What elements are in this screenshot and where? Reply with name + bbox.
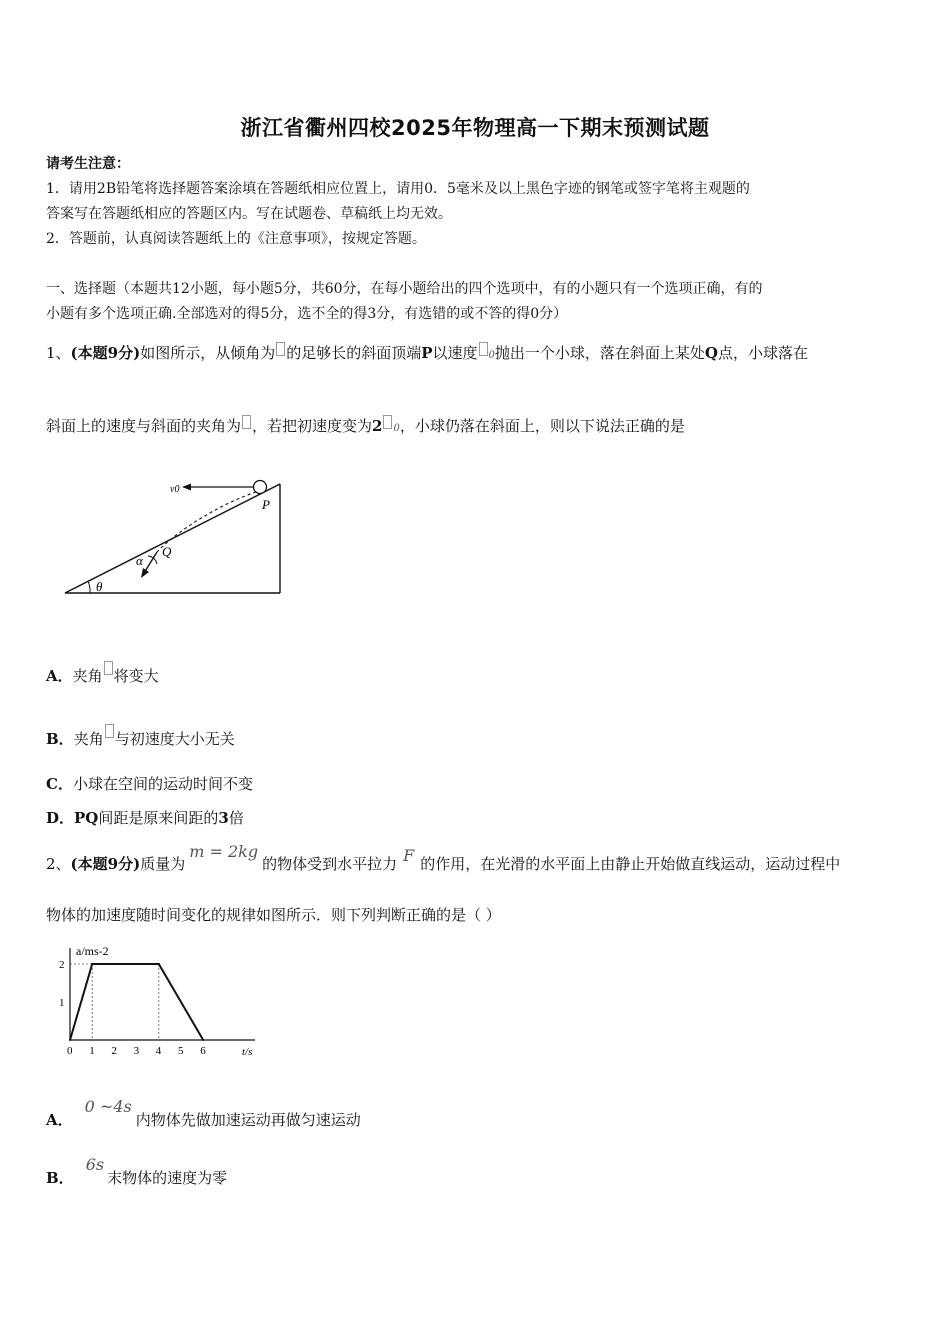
question-number: 1、 [46, 344, 71, 362]
theta-arc [88, 581, 90, 593]
data-point [91, 963, 93, 965]
option-text: 末物体的速度为零 [107, 1169, 228, 1187]
option-label: D． [46, 809, 75, 827]
x-tick-label: 6 [200, 1045, 206, 1057]
x-tick-label: 4 [155, 1045, 162, 1057]
section-heading-line-1: 一、选择题（本题共12小题，每小题5分，共60分，在每小题给出的四个选项中，有的小题只有一个选项正确，有的 [46, 281, 763, 297]
option-text: PQ [74, 809, 99, 827]
option-c[interactable] [46, 773, 253, 794]
x-tick-label: 1 [89, 1045, 95, 1057]
question-text: 2 [372, 417, 383, 435]
option-label: A． [46, 667, 73, 685]
option-label: B． [46, 1169, 74, 1187]
missing-glyph-icon [105, 724, 114, 738]
landing-velocity [144, 552, 157, 573]
option-text: 将变大 [113, 667, 159, 685]
question-text: 以速度 [432, 344, 478, 362]
incline-slope [65, 484, 280, 593]
mass-formula: m = 2kg [189, 842, 259, 861]
x-tick-label: 5 [178, 1045, 184, 1057]
page-title: 浙江省衢州四校2025年物理高一下期末预测试题 [240, 116, 710, 140]
option-label: A． [46, 1111, 73, 1129]
question-2-line-2: 物体的加速度随时间变化的规律如图所示．则下列判断正确的是（ ） [46, 906, 501, 924]
v0-label: v0 [170, 484, 180, 495]
v0-subscript: 0 [488, 350, 495, 361]
x-tick-label: 3 [133, 1045, 140, 1057]
option-text: 小球在空间的运动时间不变 [72, 775, 253, 793]
force-symbol: F [403, 846, 415, 865]
option-a[interactable] [46, 1097, 361, 1130]
question-1-line-1 [46, 342, 808, 363]
time-formula: 6s [85, 1155, 105, 1174]
notice-line-2: 2．答题前，认真阅读答题纸上的《注意事项》，按规定答题。 [46, 231, 426, 247]
theta-label: θ [96, 579, 103, 594]
acceleration-time-chart [50, 938, 270, 1063]
question-text: 斜面上的速度与斜面的夹角为 [46, 417, 242, 435]
option-text: 倍 [228, 809, 244, 827]
p-label: P [262, 497, 270, 512]
time-range-formula: 0 ~4s [84, 1097, 132, 1116]
question-score: (本题9分) [70, 344, 141, 362]
missing-glyph-icon [276, 342, 285, 356]
y-axis-label: a/ms-2 [76, 944, 109, 958]
question-text: 抛出一个小球，落在斜面上某处 [494, 344, 705, 362]
incline-figure [60, 470, 290, 600]
option-text: 夹角 [72, 667, 103, 685]
question-1-line-2 [46, 415, 685, 436]
q-label: Q [162, 544, 172, 559]
series-line [70, 964, 203, 1040]
option-text: 夹角 [73, 730, 104, 748]
ball [254, 481, 267, 494]
alpha-label: α [136, 553, 143, 568]
option-text: 内物体先做加速运动再做匀速运动 [135, 1111, 361, 1129]
question-text: 的作用，在光滑的水平面上由静止开始做直线运动，运动过程中 [420, 855, 841, 873]
point-p: P [421, 344, 433, 362]
missing-glyph-icon [479, 342, 488, 356]
landing-arrowhead [141, 568, 149, 578]
question-text: 的足够长的斜面顶端 [286, 344, 422, 362]
data-point [158, 963, 160, 965]
question-text: ，若把初速度变为 [252, 417, 373, 435]
notice-line-1a: 1．请用2B铅笔将选择题答案涂填在答题纸相应位置上，请用0．5毫米及以上黑色字迹的钢笔或签字笔将主观题的 [46, 181, 750, 197]
y-tick-label: 1 [59, 997, 65, 1009]
x-tick-label: 2 [111, 1045, 117, 1057]
missing-glyph-icon [242, 415, 251, 429]
y-tick-label: 2 [59, 959, 65, 971]
missing-glyph-icon [383, 415, 392, 429]
v0-subscript: 0 [393, 423, 400, 434]
point-q: Q [704, 344, 718, 362]
question-text: 的物体受到水平拉力 [262, 855, 398, 873]
option-b[interactable] [46, 724, 235, 749]
option-label: B． [46, 730, 74, 748]
question-text: ，小球仍落在斜面上，则以下说法正确的是 [399, 417, 685, 435]
x-tick-label: 0 [67, 1045, 73, 1057]
notice-heading: 请考生注意： [46, 156, 130, 172]
question-text: 点，小球落在 [717, 344, 808, 362]
question-text: 如图所示，从倾角为 [140, 344, 276, 362]
question-score: (本题9分) [70, 855, 141, 873]
option-text: 间距是原来间距的 [98, 809, 219, 827]
velocity-arrowhead [182, 484, 191, 491]
option-text: 与初速度大小无关 [114, 730, 235, 748]
missing-glyph-icon [104, 661, 113, 675]
question-number: 2、 [46, 855, 71, 873]
question-2-line-1 [46, 842, 841, 874]
question-text: 质量为 [140, 855, 186, 873]
section-heading-line-2: 小题有多个选项正确.全部选对的得5分，选不全的得3分，有选错的或不答的得0分） [46, 306, 568, 322]
x-axis-label: t/s [242, 1046, 253, 1058]
option-b[interactable] [46, 1155, 228, 1188]
data-point [69, 1039, 71, 1041]
notice-line-1b: 答案写在答题纸相应的答题区内。写在试题卷、草稿纸上均无效。 [46, 206, 452, 222]
data-point [202, 1039, 204, 1041]
option-text: 3 [218, 809, 229, 827]
option-label: C． [46, 775, 73, 793]
option-d[interactable] [46, 807, 244, 828]
option-a[interactable] [46, 661, 159, 686]
